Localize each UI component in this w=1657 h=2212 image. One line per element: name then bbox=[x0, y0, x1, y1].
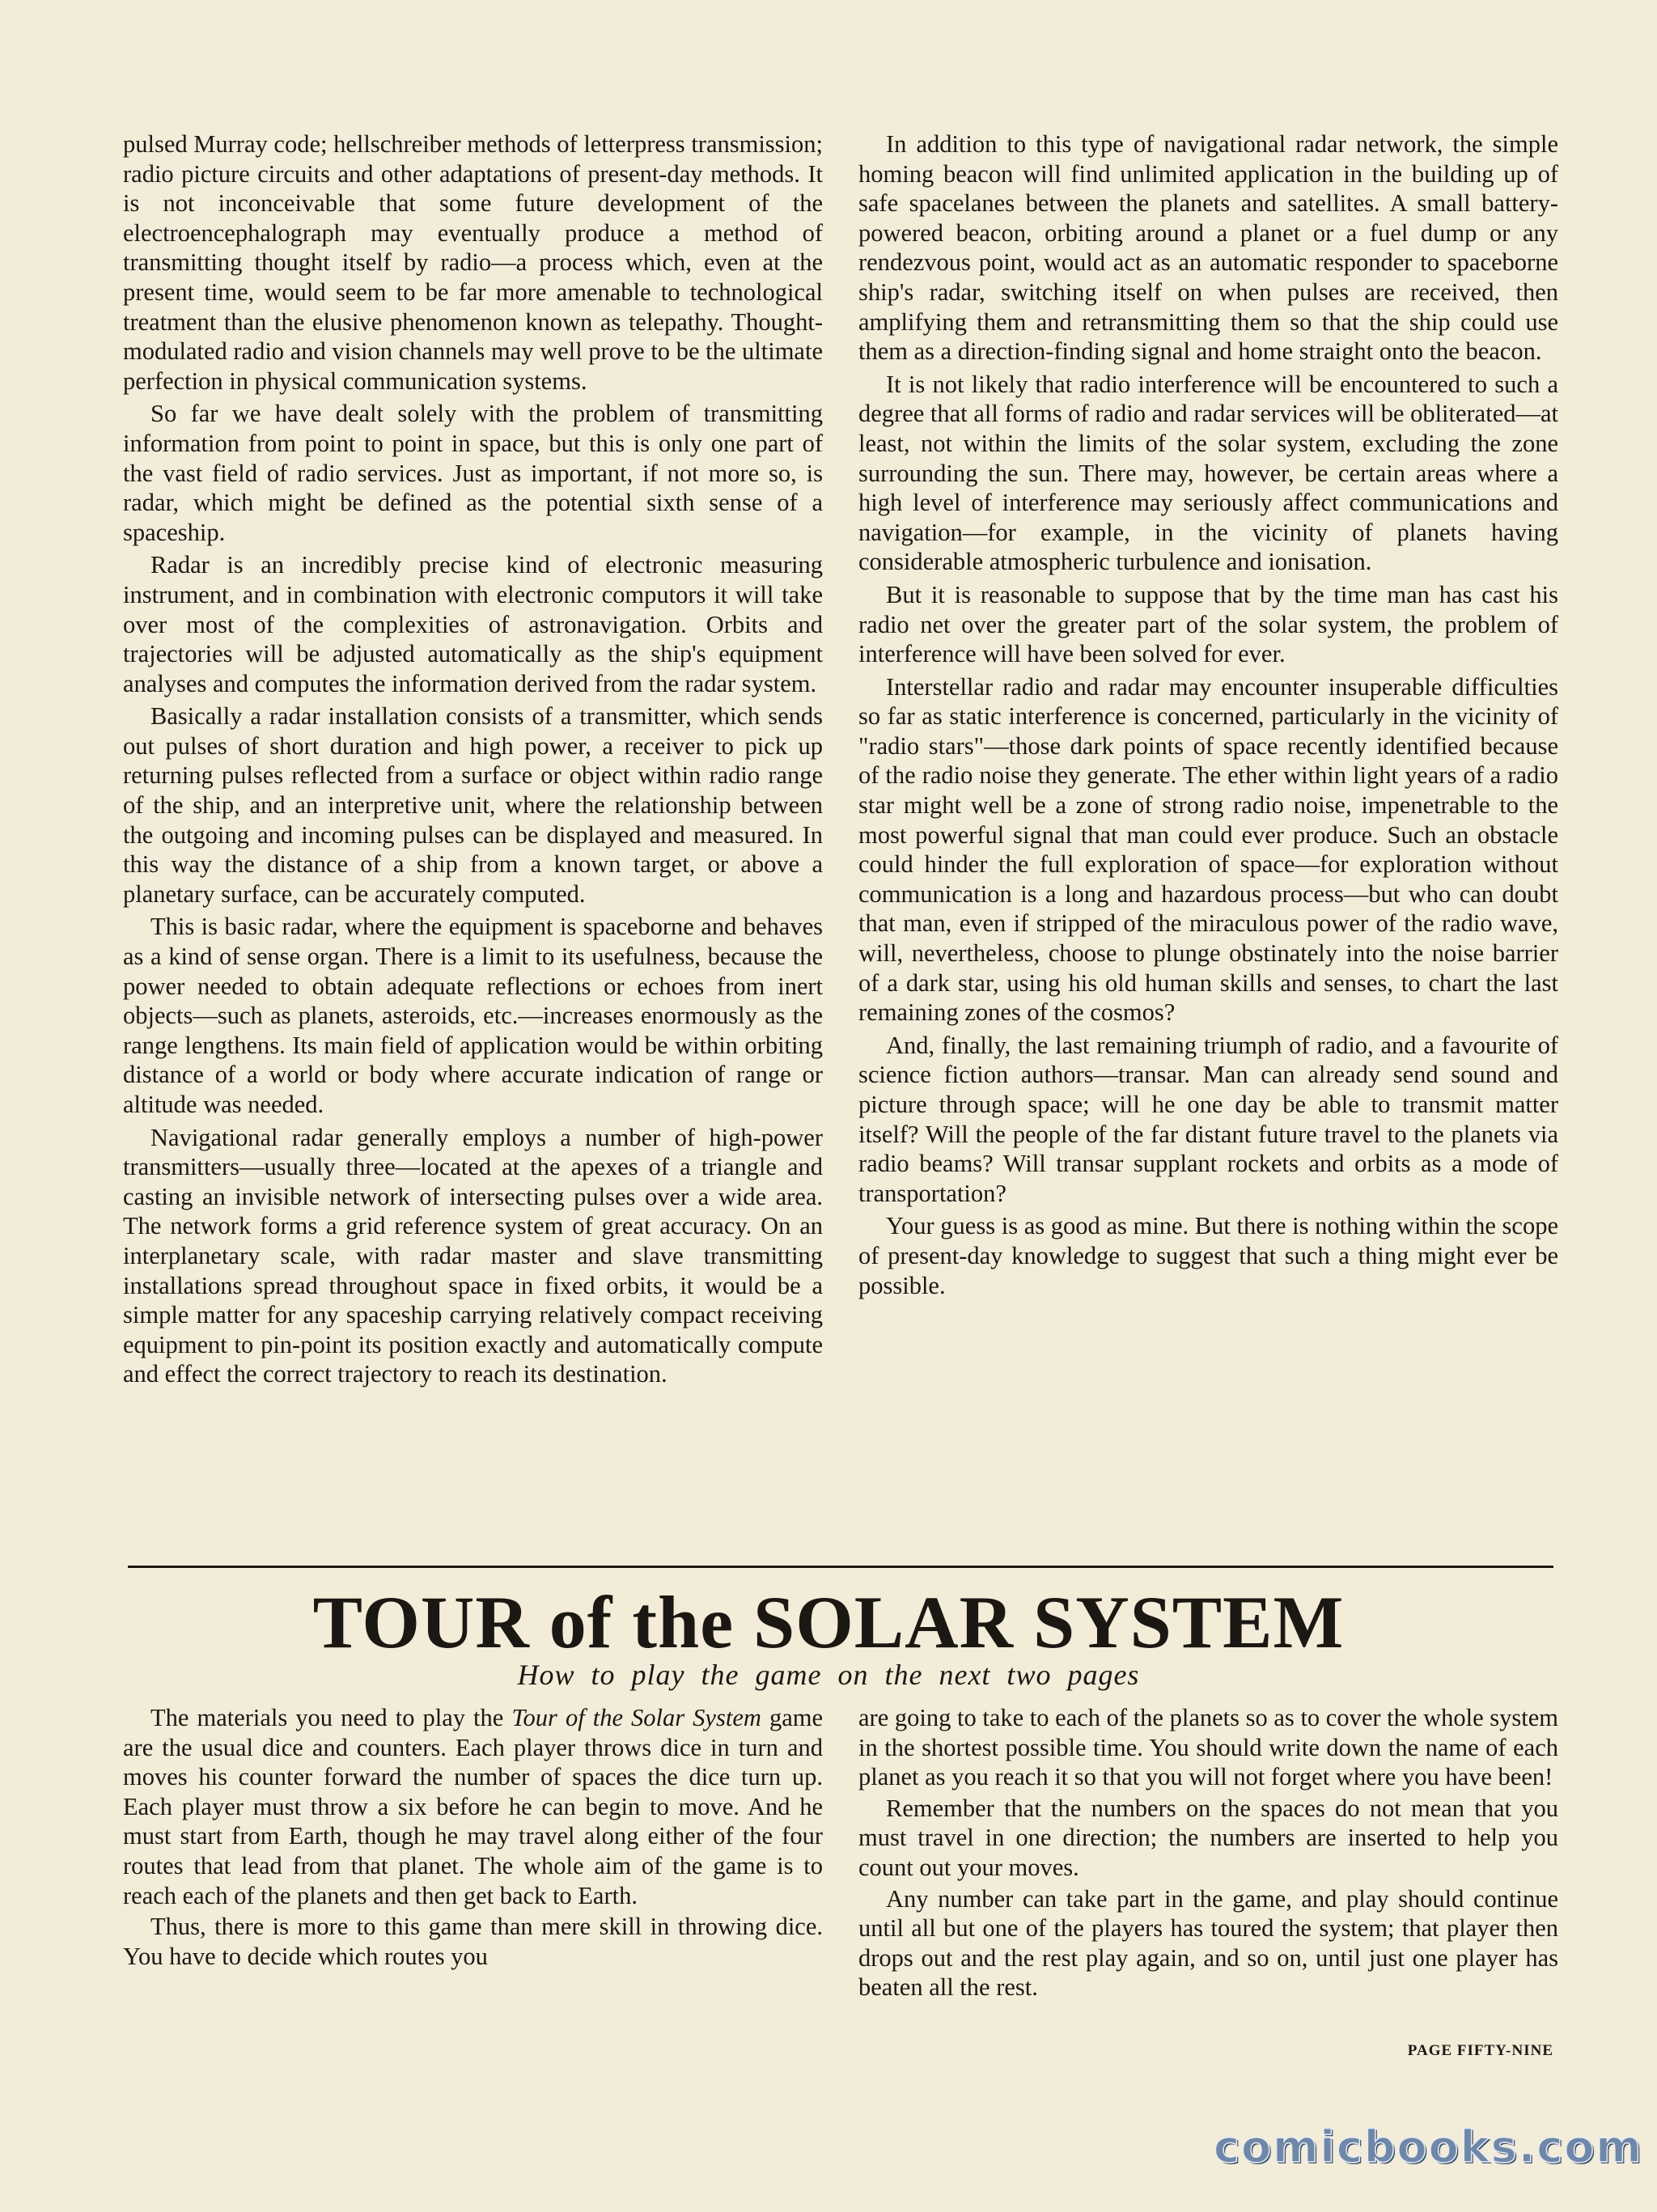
article-paragraph: And, finally, the last remaining triumph of radio, and a favourite of science fiction authors—transar. Man can already send sound and picture through space; will he one day be able to transmit matter itself? Will the people of the far distant future travel to the planets via radio beams? Will transar supplant rockets and orbits as a mode of transportation? bbox=[858, 1031, 1558, 1207]
article-paragraph: But it is reasonable to suppose that by the time man has cast his radio net over the greater part of the solar system, the problem of interference will have been solved for ever. bbox=[858, 580, 1558, 668]
game-paragraph: Thus, there is more to this game than mere skill in throwing dice. You have to decide which routes you bbox=[123, 1913, 823, 1970]
article-paragraph: Navigational radar generally employs a number of high-power transmitters—usually three—located at the apexes of a triangle and casting an invisible network of intersecting pulses over a wide area. The network forms a grid reference system of great accuracy. On an interplanetary scale, with radar master and slave transmitting installations spread throughout space in fixed orbits, it would be a simple matter for any spaceship carrying relatively compact receiving equipment to pin-point its position exactly and automatically compute and effect the correct trajectory to reach its destination. bbox=[123, 1123, 823, 1388]
article-paragraph: Basically a radar installation consists of a transmitter, which sends out pulses of short duration and high power, a receiver to pick up returning pulses reflected from a surface or object within radio range of the ship, and an interpretive unit, where the relationship between the outgoing and incoming pulses can be displayed and measured. In this way the distance of a ship from a known target, or above a planetary surface, can be accurately computed. bbox=[123, 702, 823, 908]
article-paragraph: pulsed Murray code; hellschreiber methods of letterpress transmission; radio picture circuits and other adaptations of present-day methods. It is not inconceivable that some future development of the electroencephalograph may eventually produce a method of transmitting thought itself by radio—a process which, even at the present time, would seem to be far more amenable to technological treatment than the elusive phenomenon known as telepathy. Thought-modulated radio and vision channels may well prove to be the ultimate perfection in physical communication systems. bbox=[123, 130, 823, 395]
article-paragraph: It is not likely that radio interference will be encountered to such a degree that all forms of radio and radar services will be obliterated—at least, not within the limits of the solar system, excluding the zone surrounding the sun. There may, however, be certain areas where a high level of interference may seriously affect communications and navigation—for example, in the vicinity of planets having considerable atmospheric turbulence and ionisation. bbox=[858, 370, 1558, 576]
game-subtitle: How to play the game on the next two pages bbox=[517, 1659, 1140, 1691]
article-paragraph: Interstellar radio and radar may encounter insuperable difficulties so far as static interference is concerned, particularly in the vicinity of "radio stars"—those dark points of space recently identified because of the radio noise they generate. The ether within light years of a radio star might well be a zone of strong radio noise, impenetrable to the most powerful signal that man could ever produce. Such an obstacle could hinder the full exploration of space—for exploration without communication is a long and hazardous process—but who can doubt that man, even if stripped of the miraculous power of the radio wave, will, nevertheless, choose to plunge obstinately into the noise barrier of a dark star, using his old human skills and senses, to chart the last remaining zones of the cosmos? bbox=[858, 672, 1558, 1027]
game-title-italic: Tour of the Solar System bbox=[511, 1704, 761, 1731]
game-paragraph: are going to take to each of the planets so as to cover the whole system in the shortest possible time. You should write down the name of each planet as you reach it so that you will not forget where you have been! bbox=[858, 1704, 1558, 1791]
article-paragraph: In addition to this type of navigational radar network, the simple homing beacon will find unlimited application in the building up of safe spacelanes between the planets and satellites. A small battery-powered beacon, orbiting around a planet or a fuel dump or any rendezvous point, would act as an automatic responder to spaceborne ship's radar, switching itself on when pulses are received, then amplifying them and retransmitting them so that the ship could use them as a direction-finding signal and home straight onto the beacon. bbox=[858, 130, 1558, 366]
section-divider bbox=[128, 1566, 1553, 1568]
article-right-column bbox=[858, 129, 1558, 1303]
intro-text-continued: game are the usual dice and counters. Each player throws dice in turn and moves his counter forward the number of spaces the dice turn up. Each player must throw a six before he can begin to move. And he must start from Earth, though he may travel along either of the four routes that lead from that planet. The whole aim of the game is to reach each of the planets and then get back to Earth. bbox=[123, 1704, 823, 1909]
article-paragraph: Radar is an incredibly precise kind of electronic measuring instrument, and in combination with electronic computors it will take over most of the complexities of astronavigation. Orbits and trajectories will be adjusted automatically as the ship's equipment analyses and computes the information derived from the radar system. bbox=[123, 551, 823, 697]
page-number: PAGE FIFTY-NINE bbox=[1407, 2042, 1553, 2059]
article-left-column bbox=[123, 129, 823, 1392]
article-paragraph: So far we have dealt solely with the problem of transmitting information from point to point in space, but this is only one part of the vast field of radio services. Just as important, if not more so, is radar, which might be defined as the potential sixth sense of a spaceship. bbox=[123, 400, 823, 546]
article-paragraph: This is basic radar, where the equipment is spaceborne and behaves as a kind of sense organ. There is a limit to its usefulness, because the power needed to obtain adequate reflections or echoes from inert objects—such as planets, asteroids, etc.—increases enormously as the range lengthens. Its main field of application would be within orbiting distance of a world or body where accurate indication of range or altitude was needed. bbox=[123, 913, 823, 1118]
game-left-column bbox=[123, 1703, 823, 1973]
article-paragraph: Your guess is as good as mine. But there is nothing within the scope of present-day knowledge to suggest that such a thing might ever be possible. bbox=[858, 1212, 1558, 1299]
intro-text: The materials you need to play the bbox=[150, 1704, 512, 1731]
watermark-logo: comicbooks.com bbox=[1214, 2121, 1643, 2172]
game-headline: TOUR of the SOLAR SYSTEM bbox=[312, 1581, 1345, 1663]
game-paragraph: Remember that the numbers on the spaces do not mean that you must travel in one direction; the numbers are inserted to help you count out your moves. bbox=[858, 1794, 1558, 1881]
game-right-column bbox=[858, 1703, 1558, 2004]
game-paragraph: Any number can take part in the game, and play should continue until all but one of the players has toured the system; that player then drops out and the rest play again, and so on, until just one player has beaten all the rest. bbox=[858, 1884, 1558, 2002]
game-paragraph bbox=[123, 1703, 823, 1910]
